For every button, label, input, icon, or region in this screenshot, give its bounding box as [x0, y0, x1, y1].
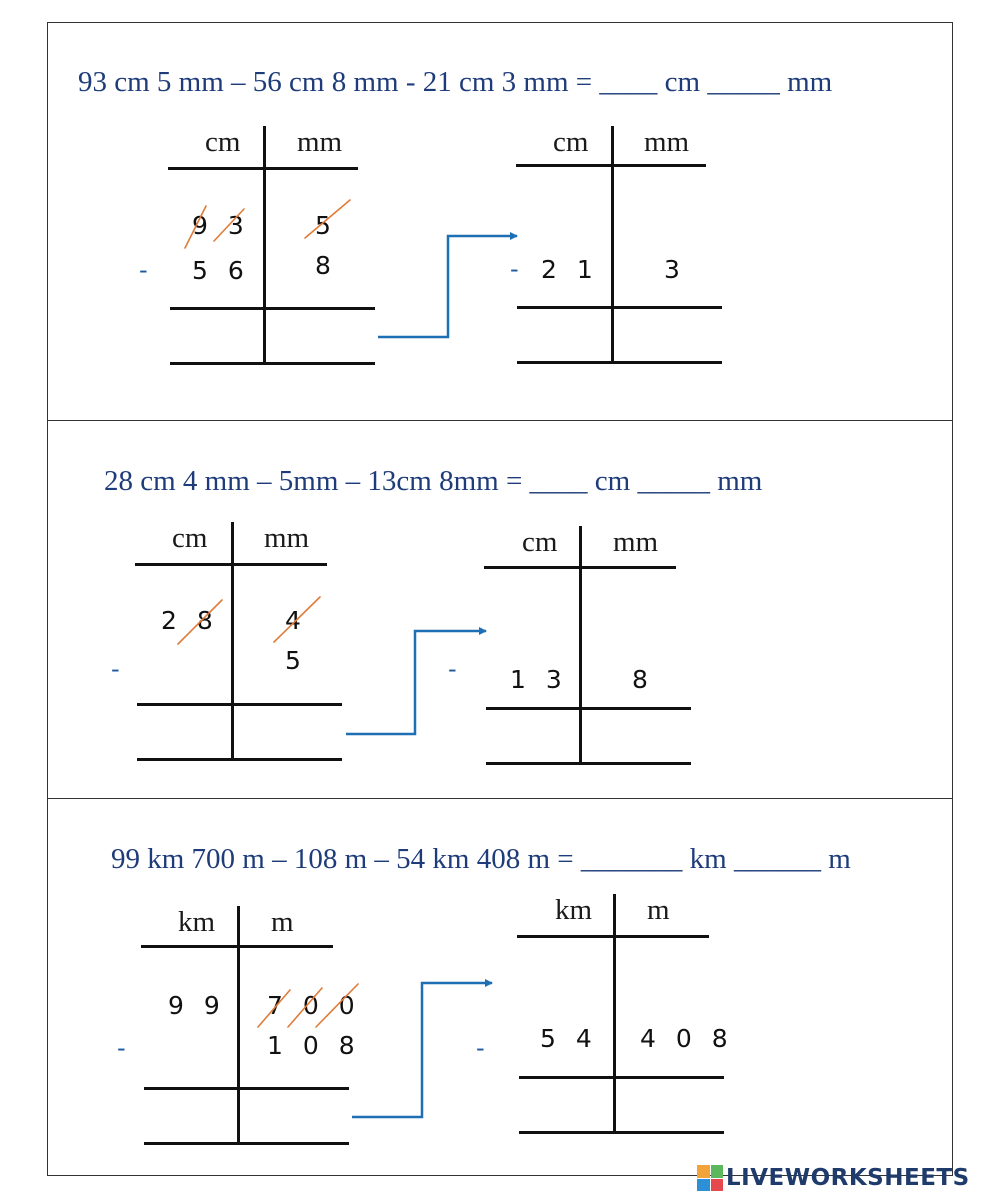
- p2-right-subtrahend-mm: 8: [632, 665, 654, 694]
- p1-right-header-cm: cm: [553, 126, 589, 158]
- problem-1-equation: 93 cm 5 mm – 56 cm 8 mm - 21 cm 3 mm = ____ cm _____ mm: [78, 66, 833, 98]
- p3-right-header-m: m: [647, 894, 670, 926]
- carry-over-arrow-icon: [346, 631, 486, 734]
- p3-left-header-m: m: [271, 906, 294, 938]
- p1-left-subtrahend-mm: 8: [315, 251, 337, 280]
- minus-sign: -: [139, 256, 148, 284]
- minus-sign: -: [111, 655, 120, 683]
- borrow-strike-mark: [288, 988, 322, 1027]
- borrow-strike-mark: [305, 200, 350, 238]
- p2-left-minuend-mm: 4: [285, 606, 307, 635]
- minus-sign: -: [117, 1034, 126, 1062]
- p3-right-subtrahend-m: 4 0 8: [640, 1024, 734, 1053]
- p3-right-subtrahend-km: 5 4: [540, 1024, 598, 1053]
- borrow-strike-mark: [274, 597, 320, 642]
- p3-left-header-km: km: [178, 906, 216, 938]
- p2-left-minuend-cm: 2 8: [161, 606, 219, 635]
- minus-sign: -: [510, 255, 519, 283]
- p1-left-header-cm: cm: [205, 126, 241, 158]
- carry-over-arrow-icon: [352, 983, 492, 1117]
- minus-sign: -: [476, 1034, 485, 1062]
- p3-left-minuend-km: 9 9: [168, 991, 226, 1020]
- p1-left-header-mm: mm: [297, 126, 343, 158]
- minus-sign: -: [448, 655, 457, 683]
- borrow-strike-mark: [178, 600, 222, 644]
- p3-left-minuend-m: 7 0 0: [267, 991, 361, 1020]
- borrow-strike-mark: [316, 984, 358, 1027]
- borrow-strike-mark: [185, 206, 206, 248]
- p1-right-header-mm: mm: [644, 126, 690, 158]
- p3-right-header-km: km: [555, 894, 593, 926]
- p2-left-header-mm: mm: [264, 522, 310, 554]
- p2-right-header-cm: cm: [522, 526, 558, 558]
- problem-3-equation: 99 km 700 m – 108 m – 54 km 408 m = _______ km ______ m: [111, 843, 851, 875]
- p3-left-subtrahend-m: 1 0 8: [267, 1031, 361, 1060]
- p1-right-subtrahend-mm: 3: [664, 255, 686, 284]
- p2-right-subtrahend-cm: 1 3: [510, 665, 568, 694]
- liveworksheets-logo: [697, 1163, 970, 1193]
- borrow-strike-mark: [214, 209, 244, 241]
- brand-text: LIVEWORKSHEETS: [726, 1165, 970, 1191]
- p2-left-header-cm: cm: [172, 522, 208, 554]
- liveworksheets-logo-icon: [697, 1165, 723, 1191]
- p1-left-minuend-mm: 5: [315, 211, 337, 240]
- p1-left-subtrahend-cm: 5 6: [192, 256, 250, 285]
- p1-right-subtrahend-cm: 2 1: [541, 255, 599, 284]
- p2-right-header-mm: mm: [613, 526, 659, 558]
- p2-left-subtrahend-mm: 5: [285, 646, 307, 675]
- p1-left-minuend-cm: 9 3: [192, 211, 250, 240]
- problem-2-equation: 28 cm 4 mm – 5mm – 13cm 8mm = ____ cm _____ mm: [104, 465, 763, 497]
- carry-over-arrow-icon: [378, 236, 517, 337]
- borrow-strike-mark: [258, 990, 290, 1027]
